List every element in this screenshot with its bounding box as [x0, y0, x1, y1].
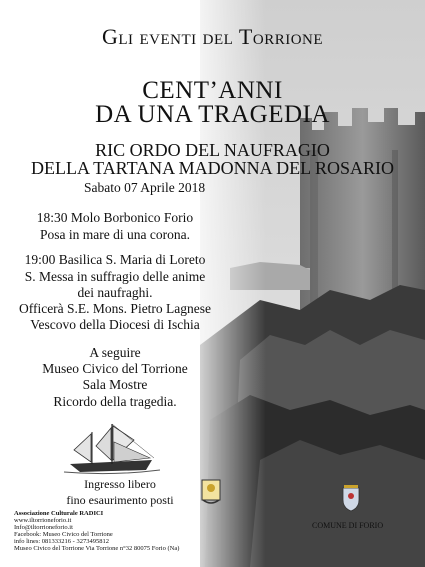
- association-emblem-icon: [200, 478, 222, 506]
- followup-description: Ricordo della tragedia.: [53, 394, 177, 409]
- followup-intro: A seguire: [89, 345, 141, 360]
- event2-time-place: 19:00 Basilica S. Maria di Loreto: [24, 252, 206, 267]
- footer-website[interactable]: www.iltorrioneforio.it: [14, 517, 72, 524]
- town-crest-icon: [340, 482, 362, 512]
- event2-celebrant-title: Vescovo della Diocesi di Ischia: [30, 317, 200, 332]
- footer-address: Museo Civico del Torrione Via Torrione n°32 80075 Forio (Na): [14, 545, 180, 552]
- comune-label: COMUNE DI FORIO: [312, 521, 384, 530]
- footer-association: Associazione Culturale RADICI: [14, 510, 104, 517]
- sailing-ship-icon: [62, 420, 162, 478]
- series-title: Gli eventi del Torrione: [101, 24, 324, 49]
- main-title-line2: DA UNA TRAGEDIA: [95, 101, 330, 128]
- followup-venue: Museo Civico del Torrione: [42, 361, 188, 376]
- subtitle-line1: RIC ORDO DEL NAUFRAGIO: [95, 140, 330, 160]
- event1-time-place: 18:30 Molo Borbonico Forio: [36, 210, 194, 225]
- footer-facebook: Facebook: Museo Civico del Torrione: [14, 531, 113, 538]
- subtitle-line2: DELLA TARTANA MADONNA DEL ROSARIO: [30, 158, 395, 178]
- event2-description-cont: dei naufraghi.: [77, 285, 153, 300]
- followup-room: Sala Mostre: [82, 377, 148, 392]
- main-title-line1: CENT’ANNI: [142, 77, 283, 104]
- footer-email[interactable]: Info@iltorrioneforio.it: [14, 524, 73, 531]
- entry-info: Ingresso libero: [84, 477, 156, 491]
- footer-phone: info lines: 081333216 - 3273495812: [14, 538, 109, 545]
- event-date: Sabato 07 Aprile 2018: [84, 180, 206, 195]
- event2-description: S. Messa in suffragio delle anime: [24, 269, 206, 284]
- entry-limit: fino esaurimento posti: [66, 493, 174, 507]
- event1-description: Posa in mare di una corona.: [40, 227, 190, 242]
- event2-celebrant: Officerà S.E. Mons. Pietro Lagnese: [18, 301, 212, 316]
